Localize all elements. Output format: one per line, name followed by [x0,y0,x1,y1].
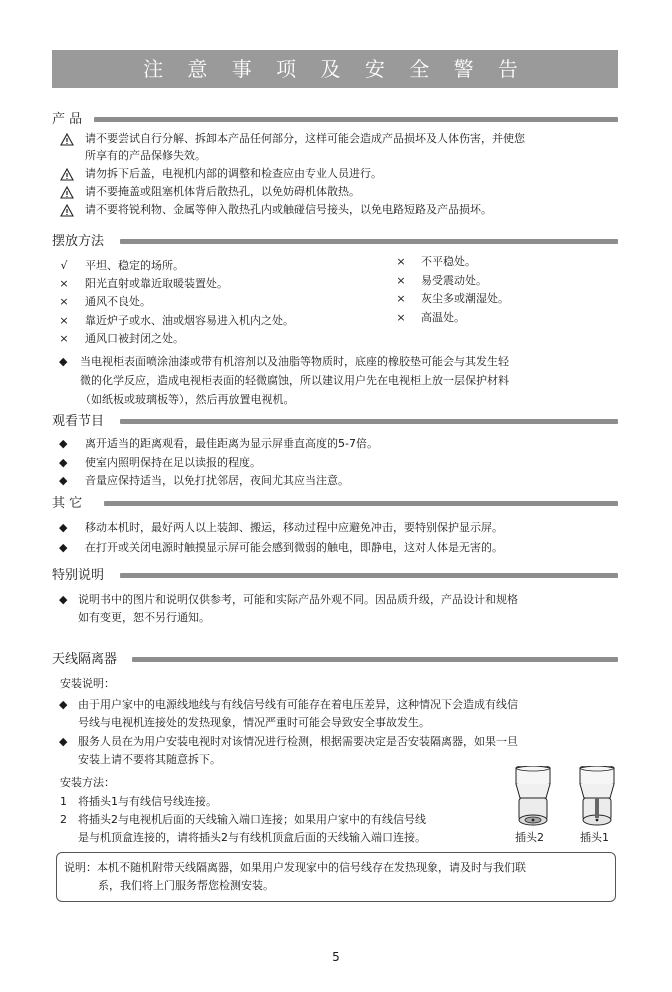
page-banner-title: 注 意 事 项 及 安 全 警 告 [52,50,618,88]
placement-right-3: 灰尘多或潮湿处。 [421,292,509,305]
product-item-1-line2: 所享有的产品保修失效。 [85,149,206,162]
plug-1-label: 插头1 [580,831,609,844]
section-divider [120,239,618,244]
box-note-line1: 说明：本机不随机附带天线隔离器，如果用户发现家中的信号线存在发热现象，请及时与我们联 [64,861,526,874]
product-item-2: 请勿拆下后盖，电视机内部的调整和检查应由专业人员进行。 [85,167,382,180]
plug-2-connector-image [510,766,556,828]
cross-mark-icon: × [396,255,406,268]
other-item-1: 移动本机时，最好两人以上装卸、搬运，移动过程中应避免冲击，要特别保护显示屏。 [85,521,503,534]
check-mark-icon: √ [60,259,68,272]
cross-mark-icon: × [396,274,406,287]
diamond-bullet-icon: ◆ [59,593,68,606]
product-item-3: 请不要掩盖或阻塞机体背后散热孔，以免妨碍机体散热。 [85,185,360,198]
section-title: 特别说明 [52,568,110,584]
cross-mark-icon: × [59,295,69,308]
warning-icon [60,133,74,146]
section-title: 其 它 [52,496,88,512]
section-heading-viewing [52,414,618,430]
section-title: 摆放方法 [52,234,110,250]
plug-2-label: 插头2 [515,831,544,844]
section-divider [104,501,618,506]
step-2-text-line2: 是与机顶盒连接的，请将插头2与有线机顶盒后面的天线输入端口连接。 [78,831,426,844]
antenna-note-2-line2: 安装上请不要将其随意拆下。 [78,753,221,766]
diamond-bullet-icon: ◆ [59,541,68,554]
section-heading-antenna [52,652,618,668]
cross-mark-icon: × [59,277,69,290]
placement-left-3: 通风不良处。 [85,295,151,308]
warning-icon [60,204,74,217]
viewing-item-2: 使室内照明保持在足以读报的程度。 [85,456,261,469]
section-heading-special [52,568,618,584]
diamond-bullet-icon: ◆ [59,521,68,534]
placement-left-1: 平坦、稳定的场所。 [85,259,184,272]
step-1-number: 1 [60,795,67,808]
section-title: 天线隔离器 [52,652,123,668]
antenna-note-1-line1: 由于用户家中的电源线地线与有线信号线有可能存在着电压差异，这种情况下会造成有线信 [78,698,518,711]
section-heading-other [52,496,618,512]
install-method-label: 安装方法： [60,776,115,789]
warning-icon [60,186,74,199]
placement-right-1: 不平稳处。 [421,255,476,268]
section-divider [120,419,618,424]
box-note-line2: 系，我们将上门服务帮您检测安装。 [98,879,274,892]
cross-mark-icon: × [396,292,406,305]
page-number: 5 [332,950,340,964]
diamond-bullet-icon: ◆ [59,698,68,711]
special-item-line2: 如有变更，恕不另行通知。 [78,611,210,624]
other-item-2: 在打开或关闭电源时触摸显示屏可能会感到微弱的触电，即静电，这对人体是无害的。 [85,541,503,554]
diamond-bullet-icon: ◆ [59,474,68,487]
placement-note-line3: （如纸板或玻璃板等），然后再放置电视机。 [80,393,295,406]
section-divider [132,657,618,662]
step-1-text: 将插头1与有线信号线连接。 [78,795,217,808]
section-heading-placement [52,234,618,250]
antenna-note-1-line2: 号线与电视机连接处的发热现象，情况严重时可能会导致安全事故发生。 [78,716,430,729]
section-heading-product [52,112,618,128]
diamond-bullet-icon: ◆ [59,437,68,450]
viewing-item-1: 离开适当的距离观看，最佳距离为显示屏垂直高度的5-7倍。 [85,437,378,450]
diamond-bullet-icon: ◆ [59,355,68,368]
install-note-label: 安装说明： [60,677,115,690]
section-title: 产 品 [52,112,88,128]
placement-note-line2: 微的化学反应，造成电视柜表面的轻微腐蚀，所以建议用户先在电视柜上放一层保护材料 [80,374,509,387]
placement-left-4: 靠近炉子或水、油或烟容易进入机内之处。 [85,314,294,327]
step-2-text-line1: 将插头2与电视机后面的天线输入端口连接；如果用户家中的有线信号线 [78,813,426,826]
step-2-number: 2 [60,813,67,826]
section-divider [94,117,618,122]
plug-1-connector-image [574,766,620,828]
antenna-note-2-line1: 服务人员在为用户安装电视时对该情况进行检测，根据需要决定是否安装隔离器，如果一旦 [78,735,518,748]
special-item-line1: 说明书中的图片和说明仅供参考，可能和实际产品外观不同。因品质升级，产品设计和规格 [78,593,518,606]
placement-right-2: 易受震动处。 [421,274,487,287]
placement-note-line1: 当电视柜表面喷涂油漆或带有机溶剂以及油脂等物质时，底座的橡胶垫可能会与其发生轻 [80,355,509,368]
cross-mark-icon: × [396,311,406,324]
diamond-bullet-icon: ◆ [59,456,68,469]
cross-mark-icon: × [59,332,69,345]
product-item-4: 请不要将锐利物、金属等伸入散热孔内或触碰信号接头，以免电路短路及产品损坏。 [85,203,492,216]
placement-left-5: 通风口被封闭之处。 [85,332,184,345]
warning-icon [60,168,74,181]
section-divider [120,573,618,578]
placement-left-2: 阳光直射或靠近取暖装置处。 [85,277,228,290]
placement-right-4: 高温处。 [421,311,465,324]
viewing-item-3: 音量应保持适当，以免打扰邻居，夜间尤其应当注意。 [85,474,349,487]
cross-mark-icon: × [59,314,69,327]
section-title: 观看节目 [52,414,110,430]
diamond-bullet-icon: ◆ [59,735,68,748]
product-item-1-line1: 请不要尝试自行分解、拆卸本产品任何部分，这样可能会造成产品损坏及人体伤害，并使您 [85,132,525,145]
